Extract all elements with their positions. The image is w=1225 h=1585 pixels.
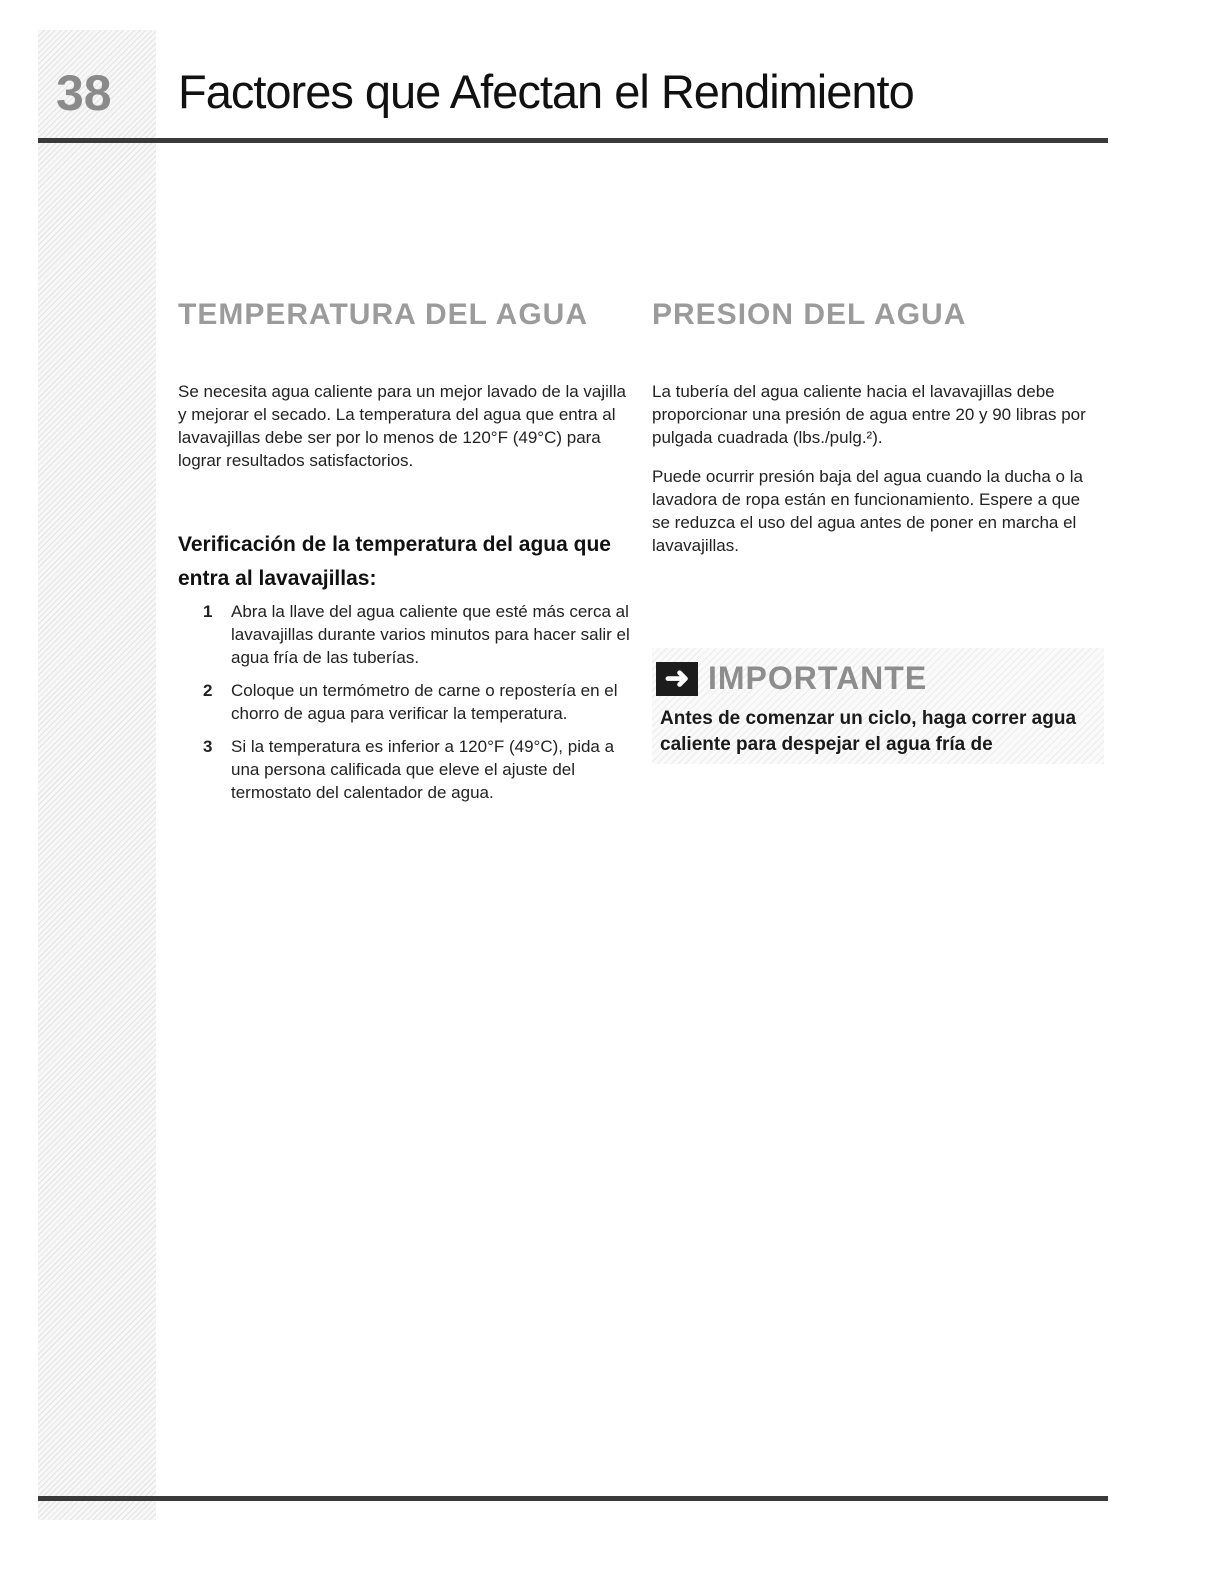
low-pressure-paragraph: Puede ocurrir presión baja del agua cuando la ducha o la lavadora de ropa están en funcionamiento. Espere a que se reduzca el uso del agua antes de poner en marcha el lavavajillas. xyxy=(652,467,1083,555)
page-number: 38 xyxy=(56,65,112,121)
header-divider xyxy=(38,138,1108,143)
step-number: 3 xyxy=(203,737,213,756)
step-number: 2 xyxy=(203,681,213,700)
step-text: Abra la llave del agua caliente que esté más cerca al lavavajillas durante varios minutos para hacer salir el agua fría de las tuberías. xyxy=(231,602,630,667)
footer-divider xyxy=(38,1496,1108,1501)
step-item xyxy=(196,735,636,804)
page-margin-pattern xyxy=(38,30,156,1520)
important-text: Antes de comenzar un ciclo, haga correr agua caliente para despejar el agua fría de xyxy=(660,708,1077,755)
page-title: Factores que Afectan el Rendimiento xyxy=(178,65,914,118)
step-number: 1 xyxy=(203,602,213,621)
step-item xyxy=(196,679,636,725)
water-pressure-heading: PRESION DEL AGUA xyxy=(652,298,967,331)
water-temperature-heading: TEMPERATURA DEL AGUA xyxy=(178,298,588,331)
temperature-check-steps xyxy=(196,600,636,814)
important-label: IMPORTANTE xyxy=(708,660,928,696)
step-text: Coloque un termómetro de carne o repostería en el chorro de agua para verificar la temperatura. xyxy=(231,681,618,723)
step-item xyxy=(196,600,636,669)
temperature-check-heading: Verificación de la temperatura del agua que entra al lavavajillas: xyxy=(178,533,611,590)
important-notice xyxy=(652,648,1104,764)
arrow-right-icon: ➜ xyxy=(656,662,698,696)
water-temperature-intro: Se necesita agua caliente para un mejor lavado de la vajilla y mejorar el secado. La temperatura del agua que entra al lavavajillas debe ser por lo menos de 120°F (49°C) para lograr resultados satisfactorios. xyxy=(178,382,626,470)
step-text: Si la temperatura es inferior a 120°F (49°C), pida a una persona calificada que eleve el ajuste del termostato del calentador de agua. xyxy=(231,737,615,802)
water-pressure-paragraph: La tubería del agua caliente hacia el lavavajillas debe proporcionar una presión de agua entre 20 y 90 libras por pulgada cuadrada (lbs./pulg.²). xyxy=(652,382,1086,447)
